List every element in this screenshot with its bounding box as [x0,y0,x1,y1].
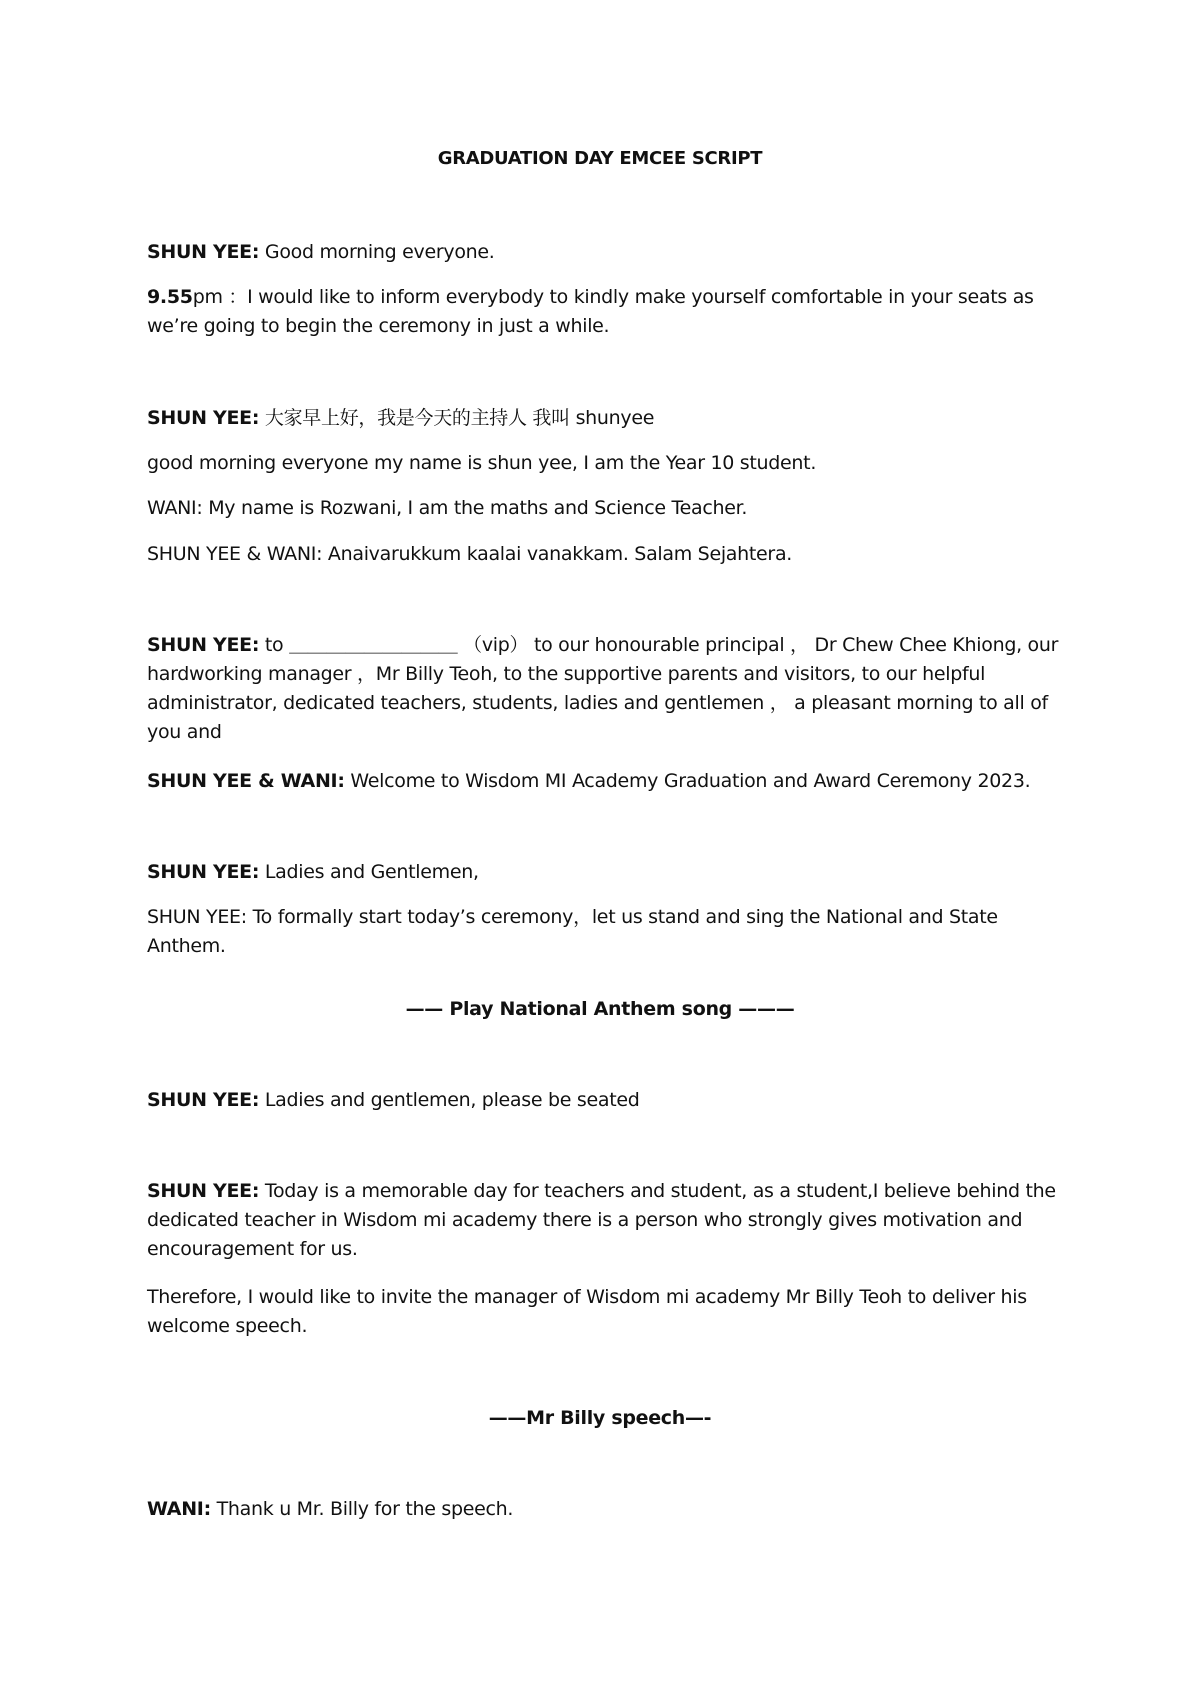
paragraph-welcome: SHUN YEE & WANI: Welcome to Wisdom MI Academy Graduation and Award Ceremony 2023. [147,770,1031,792]
paragraph-anthem-intro: SHUN YEE: To formally start today’s ceremony，let us stand and sing the National and State Anthem. [147,906,998,957]
paragraph-be-seated: SHUN YEE: Ladies and gentlemen, please be seated [147,1089,640,1111]
paragraph-ladies-gentlemen: SHUN YEE: Ladies and Gentlemen, [147,861,479,883]
paragraph-thank-you: WANI: Thank u Mr. Billy for the speech. [147,1498,514,1520]
time-label: 9.55 [147,286,193,308]
paragraph-greeting: SHUN YEE: Good morning everyone. [147,241,495,263]
speaker-label: WANI: [147,1498,211,1520]
divider-mr-billy-speech: ——Mr Billy speech—- [488,1407,712,1429]
speaker-label: SHUN YEE: [147,634,260,656]
divider-national-anthem: —— Play National Anthem song ——— [405,998,795,1020]
paragraph-intro-wani: WANI: My name is Rozwani, I am the maths and Science Teacher. [147,497,748,519]
speaker-label: SHUN YEE: [147,1180,260,1202]
speaker-label: SHUN YEE: [147,861,260,883]
paragraph-chinese-greeting: SHUN YEE: 大家早上好，我是今天的主持人 我叫 shunyee [147,407,655,429]
speaker-label: SHUN YEE: [147,407,260,429]
speaker-label: SHUN YEE: [147,241,260,263]
paragraph-invite-manager: Therefore, I would like to invite the manager of Wisdom mi academy Mr Billy Teoh to deliver his welcome speech. [147,1286,1027,1337]
document-title: GRADUATION DAY EMCEE SCRIPT [437,148,763,169]
paragraph-intro-shunyee: good morning everyone my name is shun yee, I am the Year 10 student. [147,452,817,474]
paragraph-vip-address: SHUN YEE: to ＿＿＿＿＿＿＿＿＿ （vip） to our honourable principal ， Dr Chew Chee Khiong, our hardworking manager ，Mr Billy Teoh, to the supportive parents and visitors, to our helpful administrator, dedicated teachers, students, ladies and gentlemen ， a pleasant morning to all of you and [147,634,1059,743]
paragraph-time-notice: 9.55pm ：I would like to inform everybody to kindly make yourself comfortable in your seats as we’re going to begin the ceremony in just a while. [147,286,1034,337]
paragraph-memorable-day: SHUN YEE: Today is a memorable day for teachers and student, as a student,I believe behind the dedicated teacher in Wisdom mi academy there is a person who strongly gives motivation and encouragement for us. [147,1180,1056,1260]
paragraph-tamil-malay-greeting: SHUN YEE & WANI: Anaivarukkum kaalai vanakkam. Salam Sejahtera. [147,543,793,565]
speaker-label: SHUN YEE & WANI: [147,770,345,792]
speaker-label: SHUN YEE: [147,1089,260,1111]
